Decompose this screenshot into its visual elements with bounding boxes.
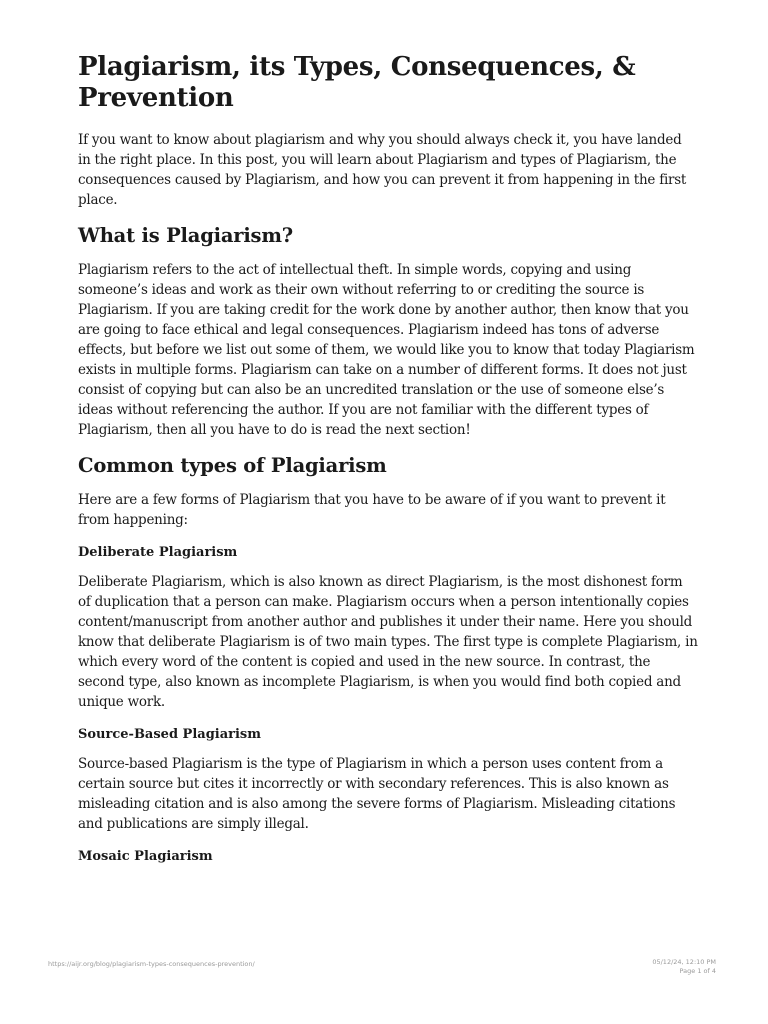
section-heading-common-types: Common types of Plagiarism bbox=[78, 454, 387, 477]
article bbox=[78, 52, 698, 876]
footer-url: https://aijr.org/blog/plagiarism-types-consequences-prevention/ bbox=[48, 960, 255, 968]
footer-page-number: Page 1 of 4 bbox=[679, 967, 716, 975]
footer-meta bbox=[652, 958, 716, 976]
intro-paragraph: If you want to know about plagiarism and why you should always check it, you have landed in the right place. In this post, you will learn about Plagiarism and types of Plagiarism, the consequences caused by Plagiarism, and how you can prevent it from happening in the first place. bbox=[78, 132, 687, 208]
body-deliberate-plagiarism: Deliberate Plagiarism, which is also known as direct Plagiarism, is the most dishonest form of duplication that a person can make. Plagiarism occurs when a person intentionally copies content/manuscript from another author and publishes it under their name. Here you should know that deliberate Plagiarism is of two main types. The first type is complete Plagiarism, in which every word of the content is copied and used in the new source. In contrast, the second type, also known as incomplete Plagiarism, is when you would find both copied and unique work. bbox=[78, 574, 698, 710]
subheading-deliberate-plagiarism: Deliberate Plagiarism bbox=[78, 545, 238, 560]
footer-datetime: 05/12/24, 12:10 PM bbox=[652, 958, 716, 966]
subheading-source-based-plagiarism: Source-Based Plagiarism bbox=[78, 727, 262, 742]
page-title: Plagiarism, its Types, Consequences, & Prevention bbox=[78, 52, 636, 113]
section-heading-what-is-plagiarism: What is Plagiarism? bbox=[78, 224, 293, 247]
section-body-what-is-plagiarism: Plagiarism refers to the act of intellectual theft. In simple words, copying and using someone’s ideas and work as their own without referring to or crediting the source is Plagiarism. If you are taking credit for the work done by another author, then know that you are going to face ethical and legal consequences. Plagiarism indeed has tons of adverse effects, but before we list out some of them, we would like you to know that today Plagiarism exists in multiple forms. Plagiarism can take on a number of different forms. It does not just consist of copying but can also be an uncredited translation or the use of someone else’s ideas without referencing the author. If you are not familiar with the different types of Plagiarism, then all you have to do is read the next section! bbox=[78, 262, 695, 438]
subheading-mosaic-plagiarism: Mosaic Plagiarism bbox=[78, 849, 213, 864]
body-source-based-plagiarism: Source-based Plagiarism is the type of Plagiarism in which a person uses content from a certain source but cites it incorrectly or with secondary references. This is also known as misleading citation and is also among the severe forms of Plagiarism. Misleading citations and publications are simply illegal. bbox=[78, 756, 676, 832]
section-body-common-types: Here are a few forms of Plagiarism that you have to be aware of if you want to prevent it from happening: bbox=[78, 492, 666, 528]
